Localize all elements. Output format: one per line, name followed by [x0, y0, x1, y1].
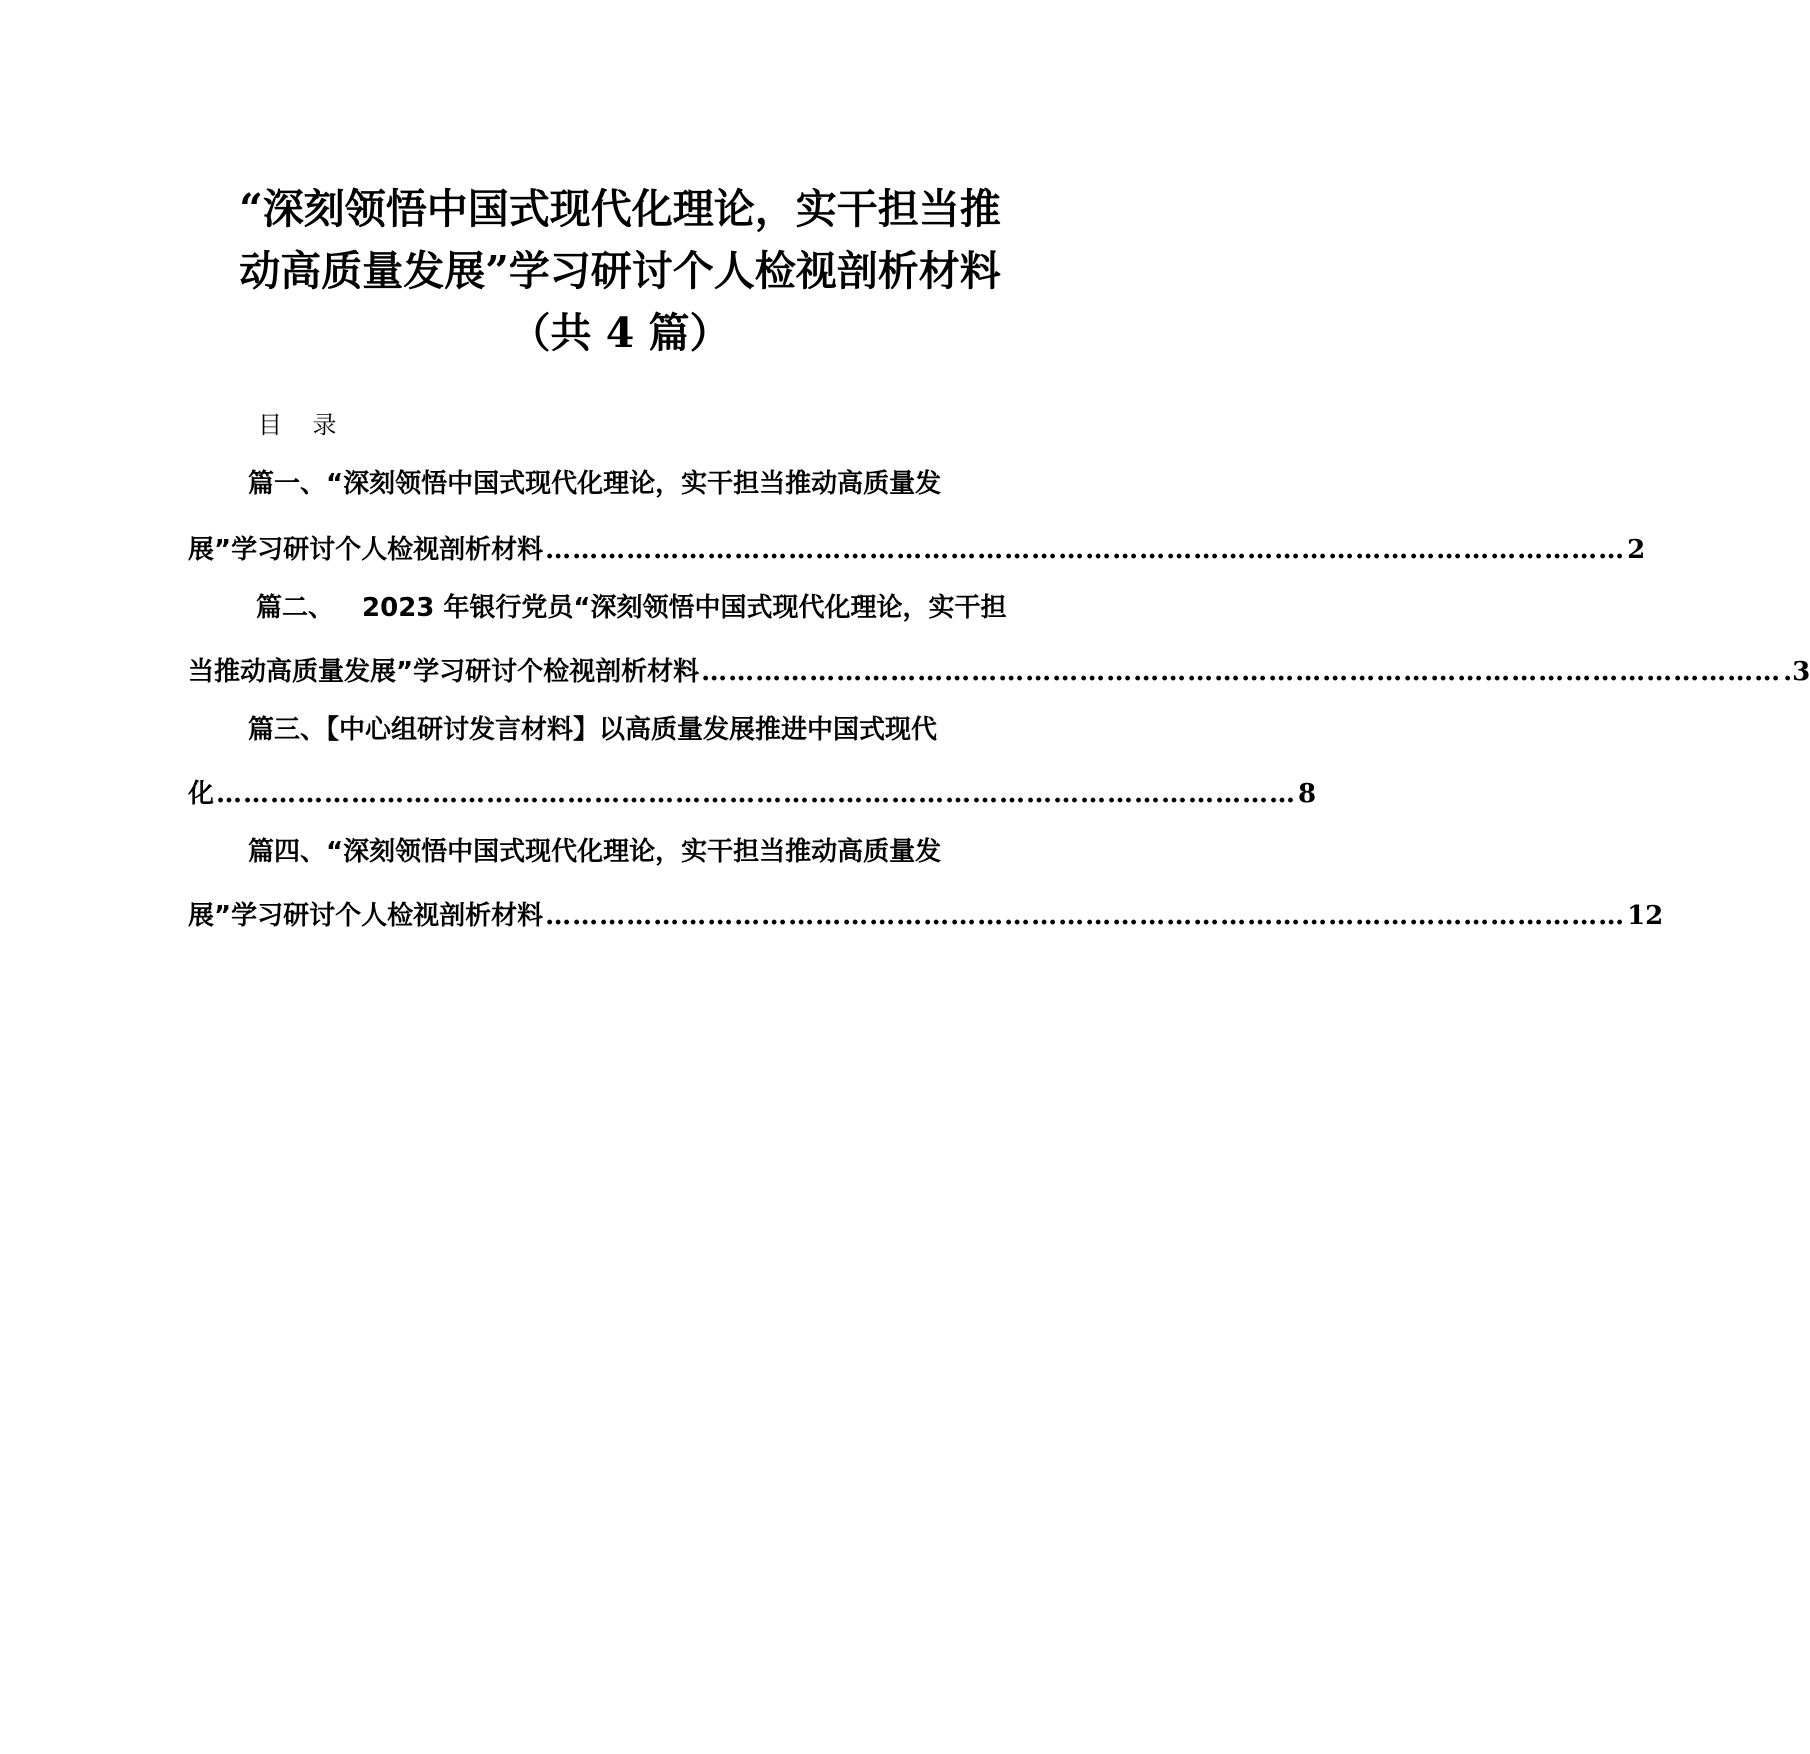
- title-line-3: （共 4 篇）: [509, 309, 731, 357]
- toc-dot-leader: …………………………………………………………………………………………………………: [216, 779, 1297, 809]
- toc-dot-leader: …………………………………………………………………………………………………………: [701, 657, 1782, 687]
- toc-item-3-page: 8: [1298, 779, 1317, 809]
- toc-item-1-page: 2: [1627, 535, 1646, 565]
- toc-item-2-line1[interactable]: [256, 590, 1007, 626]
- toc-item-2-title: 2023 年银行党员“深刻领悟中国式现代化理论，实干担: [362, 593, 1007, 623]
- toc-item-2-line2[interactable]: [188, 654, 1810, 690]
- toc-item-3-line2[interactable]: [188, 776, 1317, 812]
- toc-item-4-line1[interactable]: 篇四、“深刻领悟中国式现代化理论，实干担当推动高质量发: [248, 837, 942, 867]
- toc-item-2-page: .3: [1783, 657, 1810, 687]
- toc-heading: 目 录: [258, 411, 337, 439]
- toc-item-1-line2[interactable]: [188, 532, 1646, 568]
- document-title: [160, 178, 1080, 364]
- title-line-2: 动高质量发展”学习研讨个人检视剖析材料: [239, 247, 1001, 295]
- toc-dot-leader: …………………………………………………………………………………………………………: [545, 535, 1626, 565]
- toc-item-4-line2[interactable]: [188, 898, 1664, 934]
- toc-dot-leader: …………………………………………………………………………………………………………: [545, 901, 1626, 931]
- toc-item-1-text: 展”学习研讨个人检视剖析材料: [188, 535, 544, 565]
- toc-item-3-line1[interactable]: 篇三、【中心组研讨发言材料】以高质量发展推进中国式现代: [248, 715, 938, 745]
- toc-item-1-line1[interactable]: 篇一、“深刻领悟中国式现代化理论，实干担当推动高质量发: [248, 469, 942, 499]
- toc-item-2-prefix: 篇二、: [256, 593, 335, 623]
- toc-item-4-text: 展”学习研讨个人检视剖析材料: [188, 901, 544, 931]
- toc-item-3-text: 化: [188, 779, 215, 809]
- toc-item-4-page: 12: [1627, 901, 1664, 931]
- title-line-1: “深刻领悟中国式现代化理论，实干担当推: [239, 185, 1001, 233]
- toc-item-2-text: 当推动高质量发展”学习研讨个检视剖析材料: [188, 657, 700, 687]
